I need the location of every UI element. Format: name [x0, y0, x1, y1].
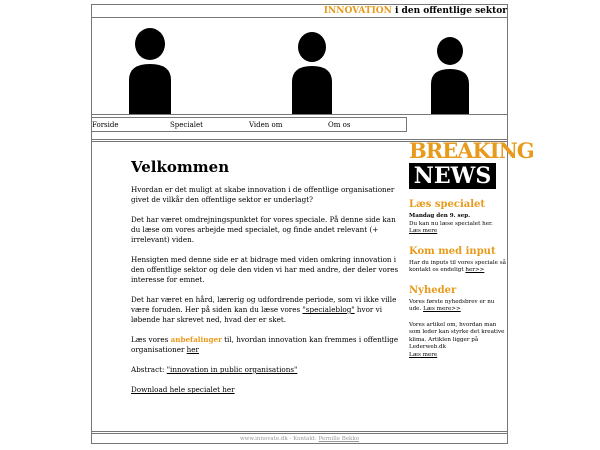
speciale-paragraph: Det har været omdrejningspunktet for vores speciale. På denne side kan du læse om vores arbejde med specialet, og finde andet relevant (+ irrelevant) viden.: [131, 215, 396, 244]
footer-divider-2: [91, 433, 508, 434]
download-link[interactable]: Download hele specialet her: [131, 385, 235, 394]
sidebar-news-link[interactable]: Læs mere>>: [423, 306, 461, 312]
abstract-link[interactable]: "innovation in public organisations": [166, 365, 298, 374]
banner: [92, 18, 507, 114]
site-title-accent: INNOVATION: [323, 6, 392, 16]
footer-contact-link[interactable]: Pernille Bekko: [318, 436, 360, 442]
site-title: [92, 5, 507, 17]
footer: [92, 435, 507, 444]
blog-text-after: hvor vi løbende har skrevet ned, hvad der er sket.: [131, 305, 383, 324]
person-icon: [121, 28, 179, 114]
sidebar-date: Mandag den 9. sep.: [409, 213, 471, 219]
sidebar-news-text: Vores første nyhedsbrev er nu ude.: [409, 298, 495, 312]
specialeblog-link[interactable]: "specialeblog": [302, 305, 355, 314]
main-content: [131, 158, 399, 405]
recommendations-text-before: Læs vores: [131, 335, 171, 344]
page-title: Velkommen: [131, 158, 230, 176]
sidebar-input-paragraph: [409, 260, 508, 275]
sidebar-article-link[interactable]: Læs mere: [409, 351, 438, 358]
recommendations-link[interactable]: her: [186, 345, 199, 354]
footer-separator: - Kontakt:: [287, 436, 319, 442]
purpose-paragraph: Hensigten med denne side er at bidrage med viden omkring innovation i den offentlige sektor og dele den viden vi har med andre, der deler vores interesse for emnet.: [131, 255, 399, 284]
footer-site: www.innovate.dk: [239, 436, 288, 442]
sidebar-input-link[interactable]: her>>: [465, 267, 485, 273]
recommendations-text-middle: til, hvordan innovation kan fremmes i offentlige organisationer: [131, 335, 399, 354]
sidebar-speciale-link-wrap: [409, 228, 508, 236]
abstract-label: Abstract:: [131, 365, 167, 374]
sidebar-article-text: Vores artikel om, hvordan man som leder kan styrke det kreative klima. Artiklen ligger på Lederweb.dk: [409, 321, 505, 350]
sidebar-heading-speciale: Læs specialet: [409, 199, 486, 210]
sidebar-input-text: Har du inputs til vores speciale så kontakt os endeligt: [409, 259, 506, 273]
recommendations-highlight: anbefalinger: [170, 335, 222, 344]
download-paragraph: [131, 385, 399, 395]
nav-item-forside[interactable]: Forside: [92, 121, 119, 129]
sidebar-heading-news: Nyheder: [409, 284, 457, 296]
nav-item-viden-om[interactable]: Viden om: [249, 121, 283, 129]
breaking-news-logo-bottom: NEWS: [409, 163, 496, 189]
breaking-news-logo-top: BREAKING: [409, 138, 534, 163]
footer-divider: [91, 431, 508, 432]
sidebar: [409, 138, 534, 359]
banner-divider: [91, 114, 508, 115]
blog-paragraph: [131, 295, 399, 325]
sidebar-heading-input: Kom med input: [409, 245, 496, 257]
intro-paragraph: Hvordan er det muligt at skabe innovation i de offentlige organisationer givet de vilkår den offentlige sektor er underlagt?: [131, 185, 395, 204]
sidebar-speciale-link[interactable]: Læs mere: [409, 228, 438, 234]
nav-item-specialet[interactable]: Specialet: [170, 121, 203, 129]
sidebar-news-paragraph: [409, 299, 508, 314]
blog-text-before: Det har været en hård, lærerig og udfordrende periode, som vi ikke ville være foruden. Her på siden kan du læse vores: [131, 295, 397, 314]
sidebar-speciale-text: Du kan nu læse specialet her.: [409, 220, 493, 227]
recommendations-paragraph: [131, 335, 399, 355]
person-icon: [283, 32, 341, 114]
person-icon: [422, 37, 478, 114]
abstract-paragraph: [131, 365, 399, 375]
nav-bar: [92, 118, 407, 132]
nav-item-om-os[interactable]: Om os: [328, 121, 351, 129]
sidebar-article-link-wrap: [409, 352, 508, 360]
site-title-rest: i den offentlige sektor: [391, 6, 507, 16]
